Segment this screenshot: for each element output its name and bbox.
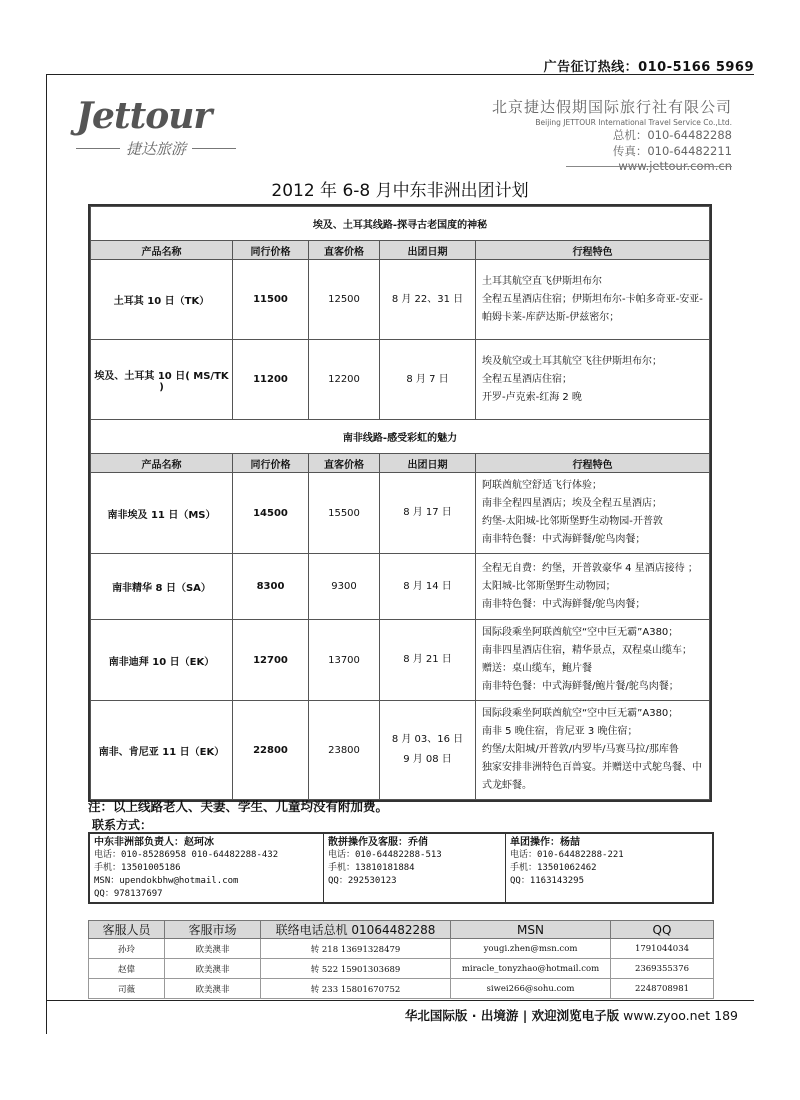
contact-line: 手机：13501005186	[94, 863, 181, 873]
departure-date: 8 月 21 日	[403, 654, 452, 665]
itinerary-features	[476, 260, 710, 340]
column-header-row	[91, 241, 710, 260]
surcharge-note: 注：以上线路老人、夫妻、学生、儿童均没有附加费。	[88, 799, 389, 814]
direct-price: 9300	[309, 554, 380, 620]
departure-date: 8 月 22、31 日	[391, 293, 464, 305]
departure-dates	[380, 620, 476, 701]
header-rule	[566, 166, 732, 167]
contact-line: QQ：978137697	[94, 889, 163, 899]
customer-service-table	[88, 920, 714, 999]
departure-date: 8 月 14 日	[403, 580, 452, 592]
svc-cell: 1791044034	[611, 939, 714, 959]
svc-cell: 欧美澳非	[165, 939, 261, 959]
page-number: 189	[714, 1008, 738, 1023]
departure-dates	[380, 554, 476, 620]
contact-line: 电话：010-85286958 010-64482288-432	[94, 850, 279, 860]
footer-site[interactable]: www.zyoo.net	[623, 1008, 711, 1023]
company-fax: 传真：010-64482211	[612, 144, 732, 158]
logo-cn-name: 捷达旅游	[126, 140, 187, 158]
company-main-phone: 总机：010-64482288	[612, 128, 732, 142]
tour-row	[91, 701, 710, 800]
footer-edition: 华北国际版 · 出境游 | 欢迎浏览电子版	[404, 1008, 620, 1023]
itinerary-line: 南非特色餐：中式海鲜餐/鲍片餐/鸵鸟肉餐；	[482, 681, 679, 692]
departure-dates	[380, 260, 476, 340]
itinerary-line: 南非特色餐：中式海鲜餐/鸵鸟肉餐；	[482, 598, 646, 610]
itinerary-line: 土耳其航空直飞伊斯坦布尔	[482, 275, 602, 287]
itinerary-line: 全程无自费：约堡，开普敦豪华 4 星酒店接待 ；	[482, 562, 698, 574]
peer-price: 12700	[233, 620, 309, 701]
product-name: 南非迪拜 10 日（EK）	[91, 620, 233, 701]
tour-row	[91, 473, 710, 554]
itinerary-line: 全程五星酒店住宿；	[482, 373, 572, 385]
section-heading-row	[91, 207, 710, 241]
contact-line: QQ：292530123	[328, 876, 397, 886]
svc-cell: 欧美澳非	[165, 959, 261, 979]
svc-header: 联络电话总机 01064482288	[261, 921, 451, 939]
product-name: 南非精华 8 日（SA）	[91, 554, 233, 620]
itinerary-line: 约堡-太阳城-比邻斯堡野生动物园-开普敦	[482, 516, 663, 527]
section-heading: 埃及、土耳其线路-探寻古老国度的神秘	[91, 207, 710, 241]
itinerary-line: 国际段乘坐阿联酋航空“空中巨无霸”A380；	[482, 708, 679, 719]
itinerary-line: 全程五星酒店住宿；伊斯坦布尔-卡帕多奇亚-安亚-	[482, 293, 703, 305]
section-heading-row	[91, 420, 710, 454]
product-name: 土耳其 10 日（TK）	[91, 260, 233, 340]
logo-wordmark: Jettour	[76, 95, 212, 137]
contact-box	[506, 834, 712, 902]
direct-price: 13700	[309, 620, 380, 701]
column-header-row	[91, 454, 710, 473]
contact-title: 联系方式：	[92, 818, 153, 832]
left-rule	[46, 74, 47, 1034]
column-header: 直客价格	[309, 241, 380, 260]
departure-dates	[380, 340, 476, 420]
product-name: 南非埃及 11 日（MS）	[91, 473, 233, 554]
svc-cell: 欧美澳非	[165, 979, 261, 999]
company-website[interactable]: www.jettour.com.cn	[618, 159, 732, 173]
svc-row	[89, 959, 714, 979]
column-header: 直客价格	[309, 454, 380, 473]
svc-cell: 转 233 15801670752	[261, 979, 451, 999]
itinerary-line: 式龙虾餐。	[482, 780, 532, 791]
company-name-en: Beijing JETTOUR International Travel Service Co.,Ltd.	[535, 118, 732, 127]
peer-price: 14500	[233, 473, 309, 554]
contact-box	[324, 834, 506, 902]
departure-date: 8 月 17 日	[403, 507, 452, 518]
itinerary-line: 开罗-卢克索-红海 2 晚	[482, 391, 582, 403]
svc-row	[89, 979, 714, 999]
itinerary-line: 南非全程四星酒店；埃及全程五星酒店；	[482, 498, 662, 509]
direct-price: 12200	[309, 340, 380, 420]
svc-cell: yougi.zhen@msn.com	[451, 939, 611, 959]
page-footer	[405, 1006, 738, 1024]
itinerary-features	[476, 340, 710, 420]
contact-line: MSN：upendokbhw@hotmail.com	[94, 876, 239, 886]
itinerary-line: 埃及航空或土耳其航空飞往伊斯坦布尔；	[482, 355, 662, 367]
itinerary-line: 南非 5 晚住宿，肯尼亚 3 晚住宿；	[482, 726, 638, 737]
contact-name: 散拼操作及客服：乔俏	[328, 837, 428, 848]
contact-line: 手机：13501062462	[510, 863, 597, 873]
svc-cell: siwei266@sohu.com	[451, 979, 611, 999]
contact-line: 手机：13810181884	[328, 863, 415, 873]
itinerary-line: 太阳城-比邻斯堡野生动物园；	[482, 580, 616, 592]
column-header: 产品名称	[91, 454, 233, 473]
departure-date: 9 月 08 日	[403, 754, 452, 765]
itinerary-features	[476, 554, 710, 620]
itinerary-line: 独家安排非洲特色百兽宴。并赠送中式鸵鸟餐、中	[482, 762, 702, 773]
itinerary-line: 阿联酋航空舒适飞行体验；	[482, 480, 602, 491]
svc-cell: 孙玲	[89, 939, 165, 959]
itinerary-line: 国际段乘坐阿联酋航空“空中巨无霸”A380；	[482, 627, 679, 638]
direct-price: 15500	[309, 473, 380, 554]
ad-hotline: 广告征订热线：010-5166 5969	[543, 60, 754, 75]
section-heading: 南非线路-感受彩虹的魅力	[91, 420, 710, 454]
tour-plan-table	[88, 204, 712, 802]
departure-date: 8 月 03、16 日	[391, 734, 464, 745]
column-header: 行程特色	[476, 241, 710, 260]
svc-header: 客服人员	[89, 921, 165, 939]
itinerary-line: 南非特色餐：中式海鲜餐/鸵鸟肉餐；	[482, 534, 646, 545]
svc-header: 客服市场	[165, 921, 261, 939]
svc-cell: 转 522 15901303689	[261, 959, 451, 979]
itinerary-line: 约堡/太阳城/开普敦/内罗毕/马赛马拉/那库鲁	[482, 744, 679, 755]
column-header: 出团日期	[380, 454, 476, 473]
product-name: 南非、肯尼亚 11 日（EK）	[91, 701, 233, 800]
svc-header: MSN	[451, 921, 611, 939]
peer-price: 11200	[233, 340, 309, 420]
peer-price: 22800	[233, 701, 309, 800]
contact-line: 电话：010-64482288-221	[510, 850, 624, 860]
svc-cell: 2369355376	[611, 959, 714, 979]
svc-cell: 转 218 13691328479	[261, 939, 451, 959]
itinerary-line: 帕姆卡莱-库萨达斯-伊兹密尔；	[482, 311, 620, 323]
peer-price: 11500	[233, 260, 309, 340]
contacts-panel	[88, 832, 714, 904]
company-name-cn: 北京捷达假期国际旅行社有限公司	[491, 98, 732, 116]
tour-row	[91, 620, 710, 701]
contact-line: QQ：1163143295	[510, 876, 585, 886]
itinerary-features	[476, 701, 710, 800]
tour-row	[91, 340, 710, 420]
itinerary-features	[476, 620, 710, 701]
svc-header: QQ	[611, 921, 714, 939]
column-header: 出团日期	[380, 241, 476, 260]
product-name: 埃及、土耳其 10 日( MS/TK )	[91, 340, 233, 420]
svc-cell: 2248708981	[611, 979, 714, 999]
itinerary-line: 南非四星酒店住宿，精华景点，双程桌山缆车；	[482, 645, 692, 656]
company-info	[492, 96, 732, 173]
direct-price: 12500	[309, 260, 380, 340]
tour-row	[91, 260, 710, 340]
departure-date: 8 月 7 日	[406, 373, 449, 385]
departure-dates	[380, 473, 476, 554]
svc-cell: 赵偉	[89, 959, 165, 979]
svc-cell: miracle_tonyzhao@hotmail.com	[451, 959, 611, 979]
column-header: 产品名称	[91, 241, 233, 260]
contact-name: 单团操作：杨喆	[510, 837, 580, 848]
column-header: 行程特色	[476, 454, 710, 473]
svc-row	[89, 939, 714, 959]
peer-price: 8300	[233, 554, 309, 620]
departure-dates	[380, 701, 476, 800]
footer-rule	[46, 1000, 754, 1001]
column-header: 同行价格	[233, 454, 309, 473]
tour-row	[91, 554, 710, 620]
svc-cell: 司薇	[89, 979, 165, 999]
column-header: 同行价格	[233, 241, 309, 260]
contact-name: 中东非洲部负责人：赵珂冰	[94, 837, 214, 848]
contact-line: 电话：010-64482288-513	[328, 850, 442, 860]
itinerary-features	[476, 473, 710, 554]
page-title: 2012 年 6-8 月中东非洲出团计划	[271, 181, 529, 201]
itinerary-line: 赠送：桌山缆车，鲍片餐	[482, 663, 592, 674]
direct-price: 23800	[309, 701, 380, 800]
jettour-logo	[76, 96, 236, 159]
contact-box	[90, 834, 324, 902]
